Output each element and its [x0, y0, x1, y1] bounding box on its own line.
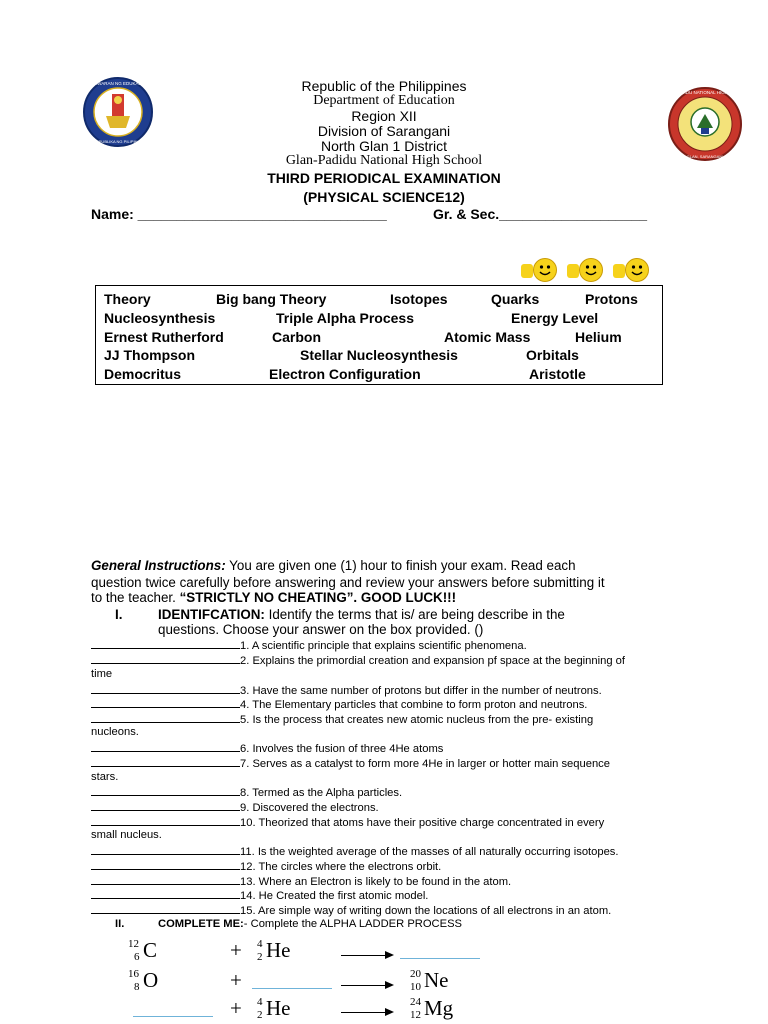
- question-item: [91, 741, 443, 755]
- answer-blank[interactable]: [91, 785, 240, 796]
- exam-title: THIRD PERIODICAL EXAMINATION: [267, 170, 501, 186]
- header-republic: Republic of the Philippines: [301, 78, 467, 94]
- question-text: 6. Involves the fusion of three 4He atoms: [240, 743, 444, 755]
- isotope-atomic-number: 2: [257, 1009, 263, 1021]
- answer-blank[interactable]: [91, 638, 240, 649]
- word-bank-item: Quarks: [491, 291, 540, 307]
- word-bank-item: JJ Thompson: [104, 347, 196, 363]
- element-symbol: Mg: [424, 996, 454, 1020]
- word-bank-item: Atomic Mass: [444, 329, 531, 345]
- question-text: 9. Discovered the electrons.: [240, 802, 379, 814]
- question-text: 12. The circles where the electrons orbit.: [240, 861, 442, 873]
- answer-blank[interactable]: [91, 683, 240, 694]
- word-bank-item: Stellar Nucleosynthesis: [300, 347, 458, 363]
- question-item: [91, 888, 428, 902]
- question-continuation: time: [91, 668, 113, 680]
- element-symbol: O: [143, 968, 159, 992]
- word-bank-item: Nucleosynthesis: [104, 310, 216, 326]
- answer-line[interactable]: [133, 1016, 213, 1017]
- question-text: 1. A scientific principle that explains scientific phenomena.: [240, 640, 527, 652]
- isotope-atomic-number: 10: [410, 981, 421, 993]
- isotope-atomic-number: 2: [257, 951, 263, 963]
- answer-blank[interactable]: [91, 741, 240, 752]
- peace-hand-icon: [521, 264, 533, 278]
- answer-line[interactable]: [400, 958, 480, 959]
- word-bank-item: Triple Alpha Process: [276, 310, 414, 326]
- question-text: 2. Explains the primordial creation and expansion pf space at the beginning of: [240, 655, 625, 667]
- word-bank-item: Electron Configuration: [269, 366, 421, 382]
- smiley-icon: [533, 258, 557, 282]
- reaction-arrow-head: [385, 981, 394, 989]
- answer-blank[interactable]: [91, 697, 240, 708]
- smiley-icon: [579, 258, 603, 282]
- answer-blank[interactable]: [91, 888, 240, 899]
- general-instructions: [91, 558, 576, 573]
- question-text: 5. Is the process that creates new atomic nucleus from the pre- existing: [240, 714, 594, 726]
- plus-sign: +: [230, 968, 242, 992]
- header-department: Department of Education: [313, 93, 455, 108]
- question-item: [91, 844, 619, 858]
- question-item: [91, 712, 593, 726]
- question-item: [91, 800, 379, 814]
- name-field-label: Name: ________________________________: [91, 206, 387, 222]
- school-seal-bottom-text: GLAN, SARANGANI: [686, 154, 724, 159]
- question-continuation: small nucleus.: [91, 829, 162, 841]
- isotope-mass-number: 16: [128, 968, 139, 980]
- question-item: [91, 683, 602, 697]
- part1-description: Identify the terms that is/ are being describe in the: [264, 607, 565, 622]
- header-region: Region XII: [351, 108, 417, 124]
- question-item: [91, 785, 402, 799]
- question-text: 15. Are simple way of writing down the locations of all electrons in an atom.: [240, 905, 612, 917]
- question-text: 10. Theorized that atoms have their positive charge concentrated in every: [240, 817, 605, 829]
- plus-sign: +: [230, 938, 242, 962]
- question-item: [91, 903, 611, 917]
- question-text: 7. Serves as a catalyst to form more 4He in larger or hotter main sequence: [240, 758, 610, 770]
- instructions-label: General Instructions:: [91, 558, 226, 573]
- reaction-arrow: [341, 1012, 387, 1013]
- word-bank-item: Protons: [585, 291, 638, 307]
- question-text: 4. The Elementary particles that combine to form proton and neutrons.: [240, 699, 588, 711]
- exam-subject: (PHYSICAL SCIENCE12): [303, 189, 465, 205]
- header-school: Glan-Padidu National High School: [285, 153, 483, 168]
- header-district: North Glan 1 District: [320, 138, 448, 154]
- question-text: 14. He Created the first atomic model.: [240, 890, 429, 902]
- part2-title: COMPLETE ME:: [158, 918, 244, 930]
- isotope-mass-number: 4: [257, 996, 263, 1008]
- element-symbol: He: [266, 996, 291, 1020]
- question-continuation: stars.: [91, 771, 119, 783]
- peace-hand-icon: [613, 264, 625, 278]
- isotope-mass-number: 12: [128, 938, 139, 950]
- element-symbol: C: [143, 938, 158, 962]
- no-cheating-notice: “STRICTLY NO CHEATING”. GOOD LUCK!!!: [179, 590, 457, 605]
- answer-blank[interactable]: [91, 653, 240, 664]
- part2-numeral: II.: [115, 918, 125, 930]
- reaction-arrow: [341, 955, 387, 956]
- answer-blank[interactable]: [91, 800, 240, 811]
- answer-blank[interactable]: [91, 756, 240, 767]
- instructions-line: question twice carefully before answering and review your answers before submitting it: [91, 575, 605, 590]
- answer-blank[interactable]: [91, 859, 240, 870]
- part2-description: - Complete the ALPHA LADDER PROCESS: [243, 918, 463, 930]
- word-bank-item: Orbitals: [526, 347, 579, 363]
- question-text: 3. Have the same number of protons but differ in the number of neutrons.: [240, 685, 602, 697]
- isotope-mass-number: 20: [410, 968, 421, 980]
- part1-title: IDENTIFCATION:: [158, 607, 265, 622]
- isotope-atomic-number: 6: [134, 951, 140, 963]
- grade-section-label: Gr. & Sec.___________________: [433, 206, 648, 222]
- question-item: [91, 638, 527, 652]
- instructions-line: [91, 590, 456, 605]
- part1-numeral: I.: [115, 607, 123, 622]
- answer-blank[interactable]: [91, 874, 240, 885]
- word-bank-item: Democritus: [104, 366, 182, 382]
- reaction-arrow: [341, 985, 387, 986]
- peace-hand-icon: [567, 264, 579, 278]
- part2-heading: [158, 918, 462, 930]
- word-bank-item: Big bang Theory: [216, 291, 327, 307]
- isotope-atomic-number: 8: [134, 981, 140, 993]
- isotope-mass-number: 4: [257, 938, 263, 950]
- question-item: [91, 697, 587, 711]
- question-text: 13. Where an Electron is likely to be found in the atom.: [240, 876, 512, 888]
- part1-heading: [158, 607, 565, 622]
- header-division: Division of Sarangani: [317, 123, 451, 139]
- answer-blank[interactable]: [91, 815, 240, 826]
- question-item: [91, 653, 625, 667]
- instructions-text: You are given one (1) hour to finish your exam. Read each: [225, 558, 576, 573]
- answer-blank[interactable]: [91, 712, 240, 723]
- question-item: [91, 874, 511, 888]
- answer-line[interactable]: [252, 988, 332, 989]
- question-text: 11. Is the weighted average of the masses of all naturally occurring isotopes.: [240, 846, 619, 858]
- word-bank-item: Aristotle: [529, 366, 586, 382]
- school-seal-text: GLAN-PADIDU NATIONAL HIGH SCHOOL: [661, 90, 749, 95]
- deped-seal-bottom-text: REPUBLIKA NG PILIPINAS: [93, 139, 143, 144]
- reaction-arrow-head: [385, 951, 394, 959]
- answer-blank[interactable]: [91, 903, 240, 914]
- element-symbol: He: [266, 938, 291, 962]
- word-bank-item: Ernest Rutherford: [104, 329, 224, 345]
- word-bank-item: Helium: [575, 329, 622, 345]
- word-bank-item: Theory: [104, 291, 151, 307]
- instructions-text: to the teacher.: [91, 590, 180, 605]
- deped-seal-text: KAGAWARAN NG EDUKASYON: [84, 81, 152, 86]
- answer-blank[interactable]: [91, 844, 240, 855]
- isotope-mass-number: 24: [410, 996, 421, 1008]
- word-bank-box: [95, 285, 663, 385]
- word-bank-item: Energy Level: [511, 310, 599, 326]
- reaction-arrow-head: [385, 1008, 394, 1016]
- question-continuation: nucleons.: [91, 726, 139, 738]
- question-item: [91, 859, 441, 873]
- element-symbol: Ne: [424, 968, 449, 992]
- question-item: [91, 756, 610, 770]
- isotope-atomic-number: 12: [410, 1009, 421, 1021]
- word-bank-item: Carbon: [272, 329, 321, 345]
- word-bank-item: Isotopes: [390, 291, 448, 307]
- part1-description-line: questions. Choose your answer on the box provided. (): [158, 622, 484, 637]
- question-item: [91, 815, 604, 829]
- smiley-icon: [625, 258, 649, 282]
- question-text: 8. Termed as the Alpha particles.: [240, 787, 403, 799]
- plus-sign: +: [230, 996, 242, 1020]
